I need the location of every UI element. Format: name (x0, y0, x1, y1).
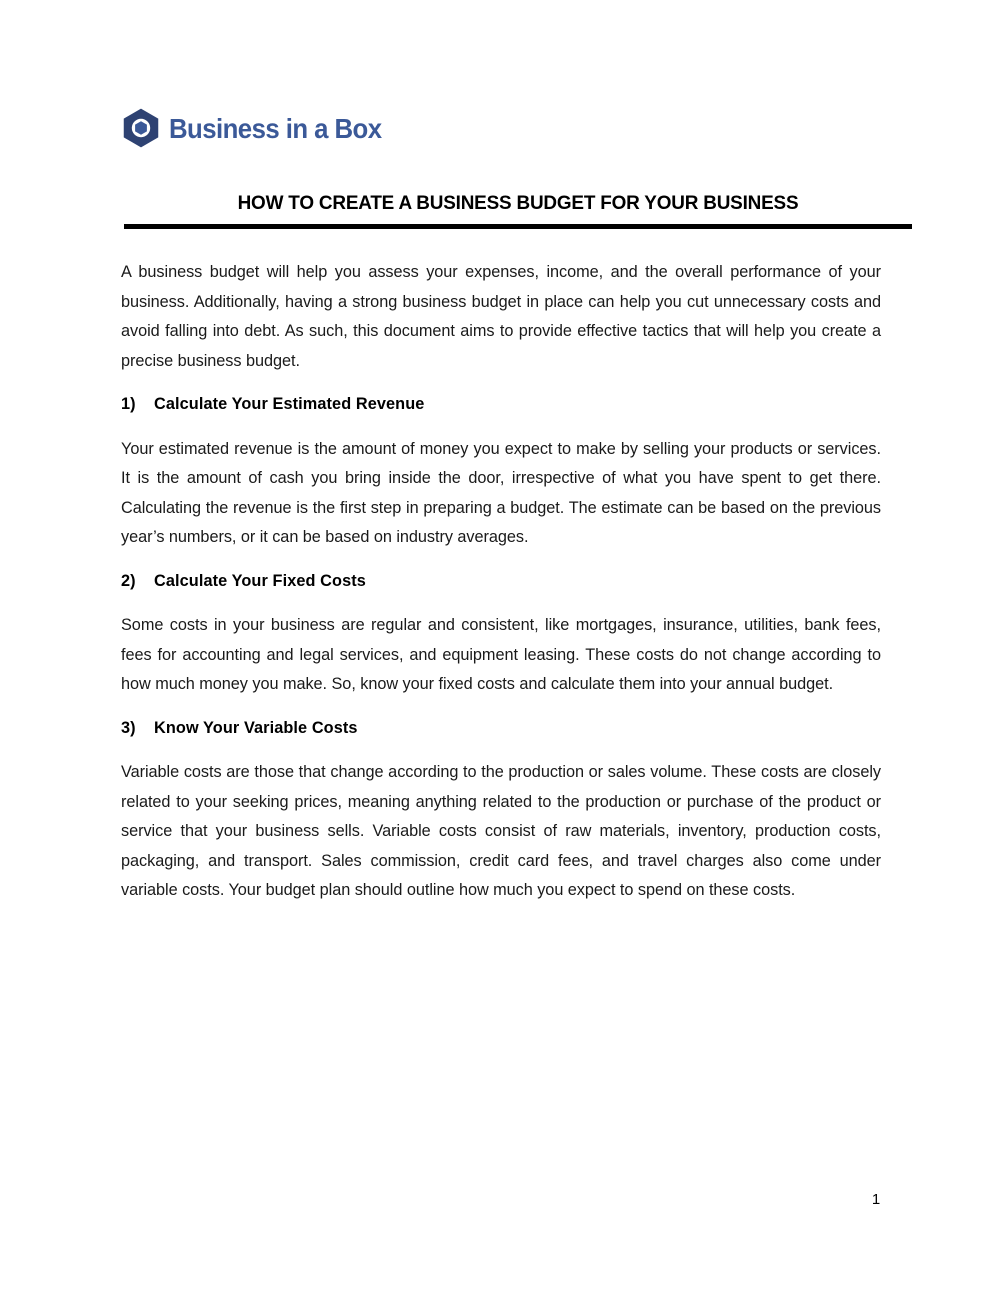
section-number-1: 1) (121, 395, 136, 413)
section-paragraph-3: Variable costs are those that change according to the production or sales volume. These costs are closely related to your seeking prices, meaning anything related to the production or purchase of the product or service that your business sells. Variable costs consist of raw materials, inventory, production costs, packaging, and transport. Sales commission, credit card fees, and travel charges also come under variable costs. Your budget plan should outline how much you expect to spend on these costs. (121, 763, 881, 899)
spacer (121, 743, 881, 758)
section-paragraph-2: Some costs in your business are regular and consistent, like mortgages, insurance, utilities, bank fees, fees for accounting and legal services, and equipment leasing. These costs do not change according to how much money you make. So, know your fixed costs and calculate them into your annual budget. (121, 616, 881, 693)
spacer (121, 596, 881, 611)
section-heading-3 (121, 714, 881, 744)
hexagon-logo-icon (122, 108, 160, 148)
spacer (121, 420, 881, 435)
section-title-2: Calculate Your Fixed Costs (154, 571, 366, 590)
page-title: HOW TO CREATE A BUSINESS BUDGET FOR YOUR BUSINESS (237, 192, 799, 214)
brand-wordmark: Business in a Box (169, 113, 382, 144)
section-title-1: Calculate Your Estimated Revenue (154, 395, 425, 413)
section-heading-1 (121, 390, 881, 420)
section-number-2: 2) (121, 571, 136, 590)
section-paragraph-1: Your estimated revenue is the amount of money you expect to make by selling your products or services. It is the amount of cash you bring inside the door, irrespective of what you have spent to get there. Calculating the revenue is the first step in preparing a budget. The estimate can be based on the previous year’s numbers, or it can be based on industry averages. (121, 439, 881, 546)
intro-paragraph: A business budget will help you assess your expenses, income, and the overall performance of your business. Additionally, having a strong business budget in place can help you cut unnecessary costs and avoid falling into debt. As such, this document aims to provide effective tactics that will help you create a precise business budget. (121, 263, 881, 370)
title-divider (124, 224, 912, 229)
spacer (121, 553, 881, 567)
brand-logo[interactable] (122, 106, 400, 150)
section-number-3: 3) (121, 718, 136, 737)
section-heading-2 (121, 567, 881, 597)
spacer (121, 376, 881, 390)
section-title-3: Know Your Variable Costs (154, 718, 358, 737)
document-body (121, 258, 881, 906)
page-number: 1 (871, 1191, 881, 1208)
spacer (121, 700, 881, 714)
